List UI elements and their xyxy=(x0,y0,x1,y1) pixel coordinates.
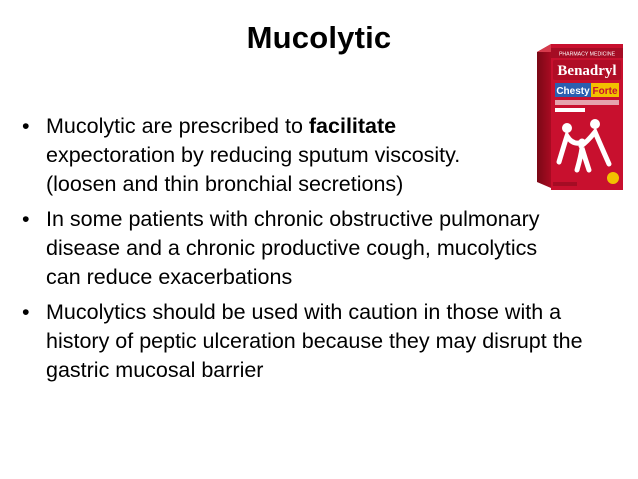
bottom-strip xyxy=(553,182,577,186)
slide-title: Mucolytic xyxy=(246,20,392,55)
brand-text: Benadryl xyxy=(557,63,617,79)
top-label-text: PHARMACY MEDICINE xyxy=(558,51,616,58)
bullet-symbol: • xyxy=(22,300,30,324)
bullet-text-bold: facilitate xyxy=(308,114,397,138)
volume-badge xyxy=(607,172,619,184)
bullet-text: In some patients with chronic obstructive pulmonary disease and a chronic productive cough, mucolytics can reduce exacerbations xyxy=(46,207,540,289)
bullet-symbol: • xyxy=(22,114,30,138)
info-strip-2 xyxy=(555,108,585,112)
bullet-item-caution xyxy=(22,298,606,385)
forte-text: Forte xyxy=(592,86,618,97)
benadryl-product-box-image xyxy=(537,42,623,192)
bullet-text-post: expectoration by reducing sputum viscosity. (loosen and thin bronchial secretions) xyxy=(46,143,461,196)
bullet-item-facilitate xyxy=(22,112,516,199)
info-strip xyxy=(555,100,619,105)
chesty-text: Chesty xyxy=(556,86,590,97)
bullet-text-pre: Mucolytic are prescribed to xyxy=(46,114,309,138)
bullet-list xyxy=(22,112,582,391)
bullet-text: Mucolytics should be used with caution in those with a history of peptic ulceration because they may disrupt the gastric mucosal barrier xyxy=(46,300,583,382)
box-side xyxy=(537,44,551,188)
bullet-item-copd xyxy=(22,205,546,292)
bullet-symbol: • xyxy=(22,207,30,231)
